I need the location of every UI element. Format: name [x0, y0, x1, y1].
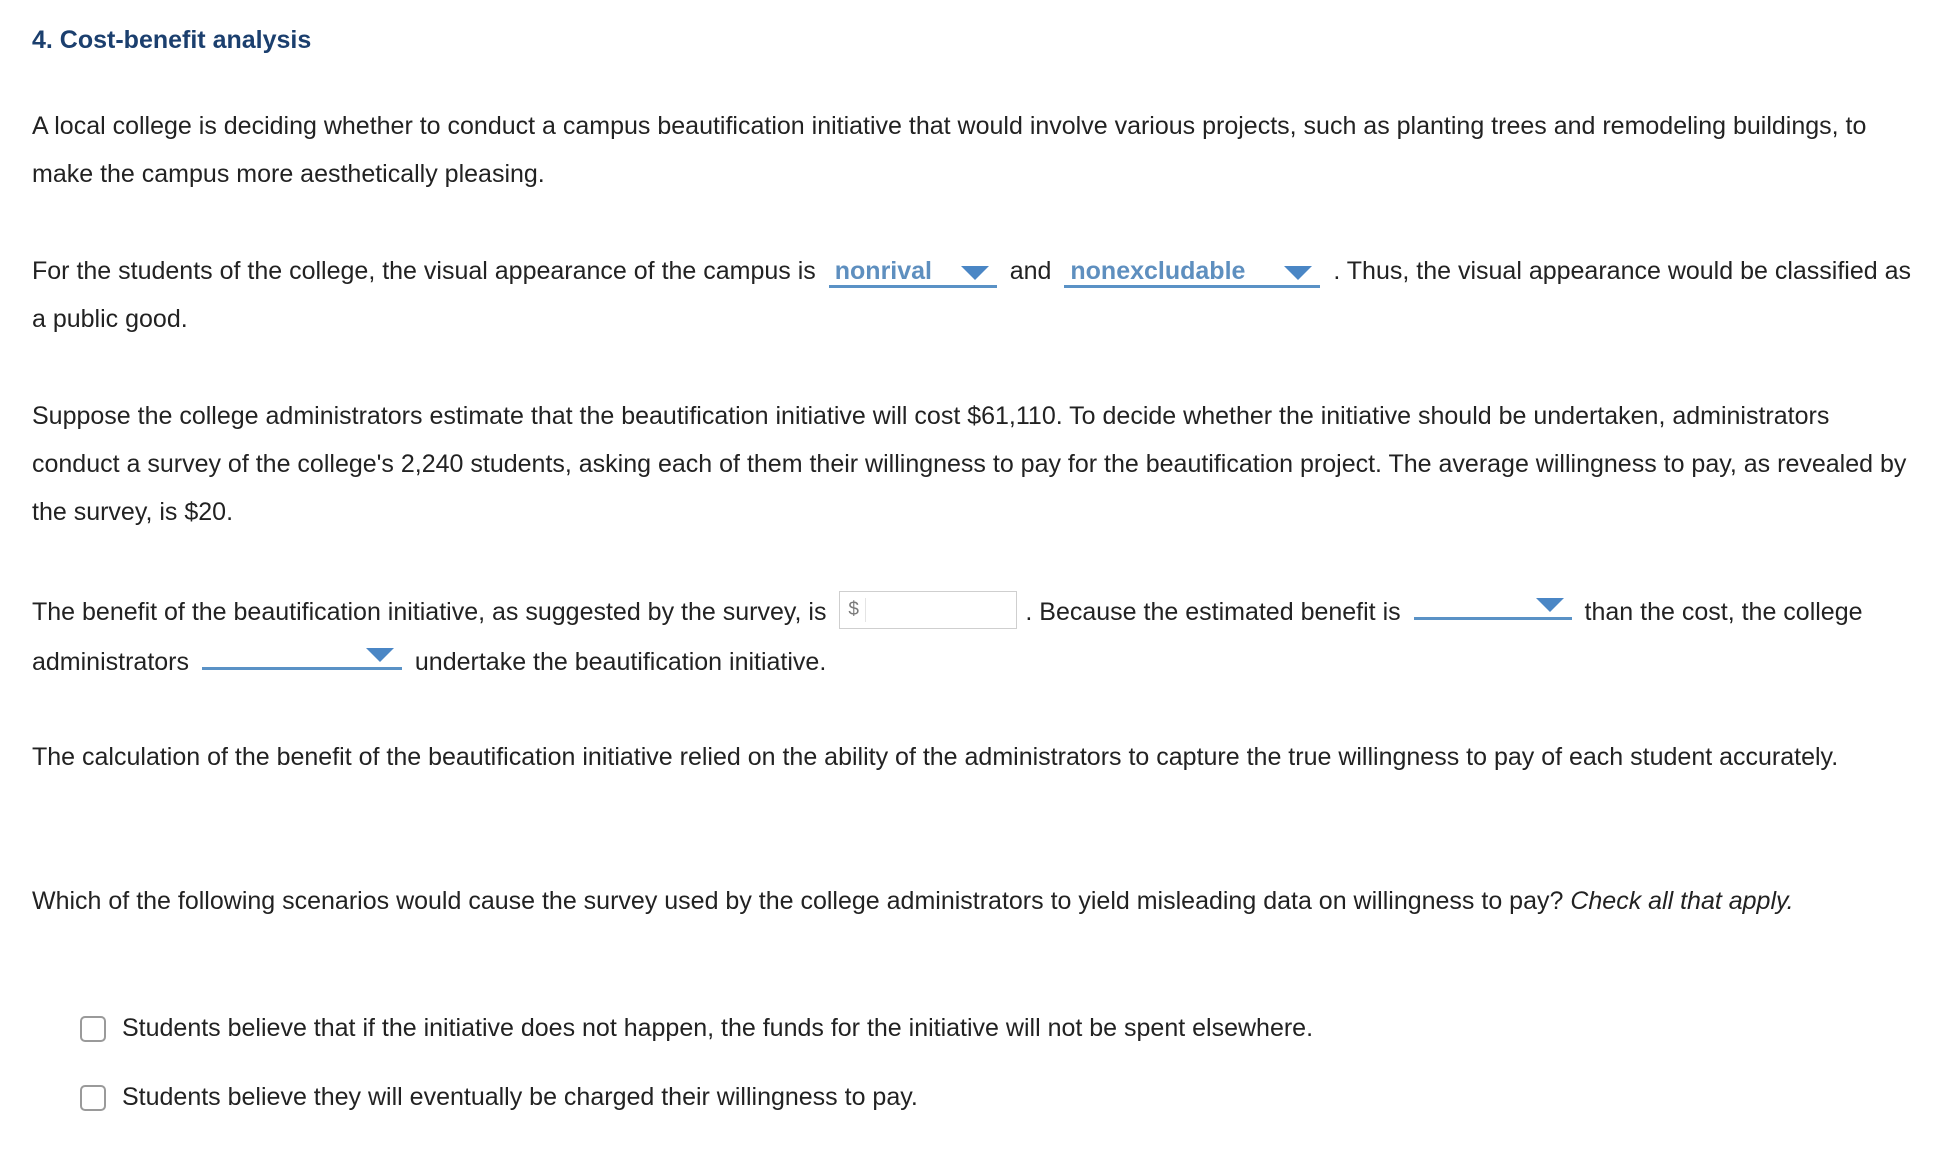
currency-symbol: $: [848, 598, 866, 622]
scenario-option-label: Students believe that if the initiative does not happen, the funds for the initiative will not be spent elsewhere.: [122, 1014, 1314, 1042]
chevron-down-icon: [1284, 266, 1312, 280]
decision-dropdown[interactable]: [202, 636, 402, 670]
scenario-option-label: Students believe they will eventually be charged their willingness to pay.: [122, 1083, 918, 1111]
public-good-paragraph: [32, 247, 1912, 343]
public-good-text-between: and: [1009, 257, 1052, 285]
benefit-text-end: undertake the beautification initiative.: [414, 648, 827, 676]
chevron-down-icon: [961, 266, 989, 280]
excludability-dropdown[interactable]: [1064, 254, 1320, 288]
public-good-text-before: For the students of the college, the visual appearance of the campus is: [32, 257, 816, 285]
benefit-amount-input[interactable]: [866, 594, 1016, 628]
survey-paragraph: Suppose the college administrators estimate that the beautification initiative will cost $61,110. To decide whether the initiative should be undertaken, administrators conduct a survey of the college's 2,240 students, asking each of them their willingness to pay for the beautification project. The average willingness to pay, as revealed by the survey, is $20.: [32, 402, 1907, 526]
rivalry-dropdown-value: nonrival: [834, 257, 933, 285]
chevron-down-icon: [366, 648, 394, 662]
scenarios-question-text: Which of the following scenarios would cause the survey used by the college administrators to yield misleading data on willingness to pay?: [32, 887, 1564, 915]
rivalry-dropdown[interactable]: [829, 254, 997, 288]
intro-paragraph: A local college is deciding whether to conduct a campus beautification initiative that would involve various projects, such as planting trees and remodeling buildings, to make the campus more aesthetically pleasing.: [32, 112, 1867, 188]
excludability-dropdown-value: nonexcludable: [1070, 257, 1246, 285]
scenarios-question: [32, 877, 1912, 925]
benefit-paragraph: [32, 586, 1912, 686]
benefit-text-after-input: . Because the estimated benefit is: [1025, 598, 1401, 626]
public-good-text-after: . Thus, the visual appearance would be classified as a public good.: [32, 257, 1912, 333]
comparison-dropdown[interactable]: [1414, 586, 1572, 620]
question-title: 4. Cost-benefit analysis: [32, 26, 312, 54]
scenario-options: [80, 1010, 1313, 1148]
benefit-text-before: The benefit of the beautification initiative, as suggested by the survey, is: [32, 598, 827, 626]
benefit-text-after-dropdown: than the cost, the college administrators: [32, 598, 1863, 676]
checkbox[interactable]: [80, 1016, 106, 1042]
chevron-down-icon: [1536, 598, 1564, 612]
check-all-instruction: Check all that apply.: [1570, 887, 1794, 915]
benefit-amount-field[interactable]: [839, 591, 1017, 629]
calculation-note: The calculation of the benefit of the beautification initiative relied on the ability of the administrators to capture the true willingness to pay of each student accurately.: [32, 743, 1839, 771]
scenario-option[interactable]: [80, 1010, 1313, 1046]
scenario-option[interactable]: [80, 1079, 1313, 1115]
checkbox[interactable]: [80, 1085, 106, 1111]
